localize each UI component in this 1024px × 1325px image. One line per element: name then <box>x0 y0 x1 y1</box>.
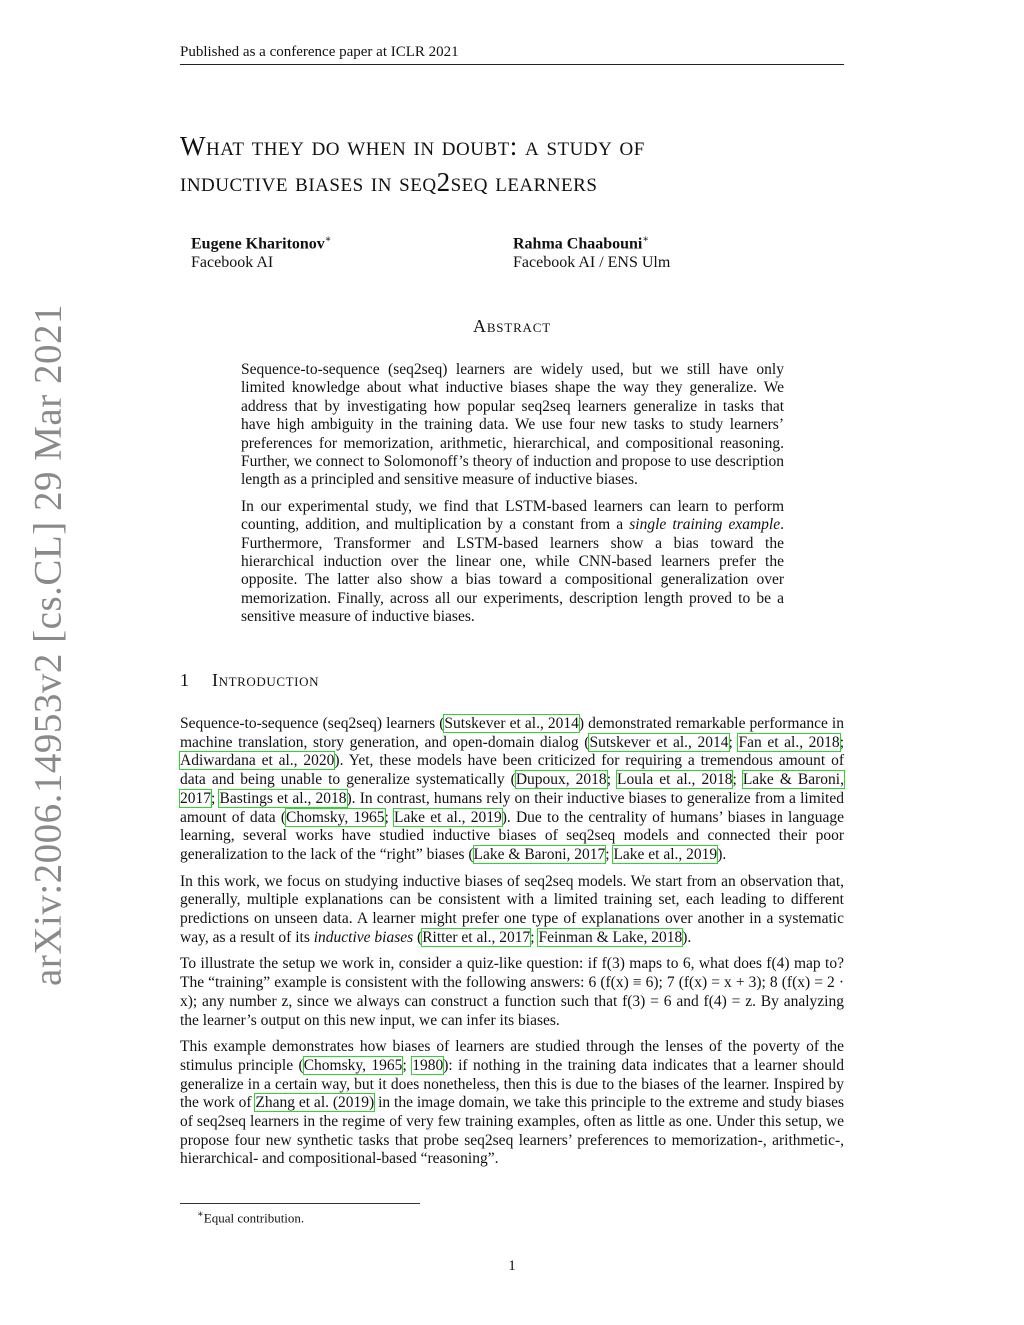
citation-link[interactable]: Ritter et al., 2017 <box>422 928 531 946</box>
equal-contribution-mark: ∗ <box>324 234 332 245</box>
section-title: Introduction <box>212 670 320 690</box>
running-header: Published as a conference paper at ICLR 2021 <box>180 44 844 65</box>
author-affiliation: Facebook AI / ENS Ulm <box>513 254 671 272</box>
citation-link[interactable]: Lake et al., 2019 <box>394 808 502 826</box>
citation-link[interactable]: Bastings et al., 2018 <box>219 789 347 807</box>
footnote-mark: ∗ <box>197 1209 204 1220</box>
author-affiliation: Facebook AI <box>191 254 274 272</box>
citation-link[interactable]: Chomsky, 1965 <box>303 1056 403 1074</box>
introduction-body <box>180 715 844 1177</box>
intro-paragraph-3: To illustrate the setup we work in, consider a quiz-like question: if f(3) maps to 6, what does f(4) map to? The “training” example is consistent with the following answers: 6 (f(x) ≡ 6); 7 (f(x) = x + 3); 8 (f(x) = 2 · x); any number z, since we always can construct a function such that f(3) = 6 and f(4) = z. By analyzing the learner’s output on this new input, we can infer its biases. <box>180 955 844 1029</box>
abstract-text: In our experimental study, we find that LSTM-based learners can learn to perform counting, addition, and multiplication by a constant from a <box>241 497 784 534</box>
abstract-body <box>241 361 784 635</box>
citation-link[interactable]: Feinman & Lake, 2018 <box>538 928 683 946</box>
footnote-text: Equal contribution. <box>203 1210 305 1226</box>
author-block-2 <box>513 230 670 272</box>
footnote <box>197 1209 304 1226</box>
title-line-1: What they do when in doubt: a study of <box>180 131 645 161</box>
section-number: 1 <box>180 670 190 690</box>
author-name: Rahma Chaabouni <box>513 235 643 253</box>
intro-paragraph-1: Sequence-to-sequence (seq2seq) learners (Sutskever et al., 2014) demonstrated remarkable performance in machine translation, story generation, and open-domain dialog (Sutskever et al., 2014; Fan et al., 2018; Adiwardana et al., 2020). Yet, these models have been criticized for requiring a tremendous amount of data and being unable to generalize systematically (Dupoux, 2018; Loula et al., 2018; Lake & Baroni, 2017; Bastings et al., 2018). In contrast, humans rely on their inductive biases to generalize from a limited amount of data (Chomsky, 1965; Lake et al., 2019). Due to the centrality of humans’ biases in language learning, several works have studied inductive biases of seq2seq models and connected their poor generalization to the lack of the “right” biases (Lake & Baroni, 2017; Lake et al., 2019). <box>180 715 844 863</box>
citation-link[interactable]: 1980 <box>412 1056 444 1074</box>
title-line-2: inductive biases in seq2seq learners <box>180 167 598 197</box>
citation-link[interactable]: Dupoux, 2018 <box>515 771 607 789</box>
citation-link[interactable]: Sutskever et al., 2014 <box>444 715 579 732</box>
citation-link[interactable]: Zhang et al. (2019) <box>255 1094 375 1112</box>
citation-link[interactable]: Loula et al., 2018 <box>617 771 733 789</box>
author-name: Eugene Kharitonov <box>191 235 325 253</box>
citation-link[interactable]: Sutskever et al., 2014 <box>589 733 729 751</box>
abstract-paragraph-1: Sequence-to-sequence (seq2seq) learners are widely used, but we still have only limited knowledge about what inductive biases shape the way they generalize. We address that by investigating how popular seq2seq learners generalize in tasks that have high ambiguity in the training data. We use four new tasks to study learners’ preferences for memorization, arithmetic, hierarchical, and compositional reasoning. Further, we connect to Solomonoff’s theory of induction and propose to use description length as a principled and sensitive measure of inductive biases. <box>241 361 784 489</box>
abstract-paragraph-2 <box>241 498 784 627</box>
abstract-text: . Furthermore, Transformer and LSTM-based learners show a bias toward the hierarchical induction over the linear one, while CNN-based learners prefer the opposite. The latter also show a bias toward a compositional generalization over memorization. Finally, across all our experiments, description length proved to be a sensitive measure of inductive biases. <box>241 516 784 626</box>
citation-link[interactable]: Lake & Baroni, 2017 <box>180 771 844 807</box>
abstract-emphasis: single training example <box>629 516 781 534</box>
citation-link[interactable]: Lake & Baroni, 2017 <box>473 845 606 863</box>
citation-link[interactable]: Lake et al., 2019 <box>613 845 718 863</box>
emphasis: inductive biases <box>313 928 414 946</box>
intro-paragraph-4: This example demonstrates how biases of learners are studied through the lenses of the poverty of the stimulus principle (Chomsky, 1965; 1980): if nothing in the training data indicates that a learner should generalize in a certain way, but it does nonetheless, then this is due to the biases of the learner. Inspired by the work of Zhang et al. (2019) in the image domain, we take this principle to the extreme and study biases of seq2seq learners in the regime of very few training examples, often as little as one. Under this setup, we propose four new synthetic tasks that probe seq2seq learners’ preferences to memorization-, arithmetic-, hierarchical- and compositional-based “reasoning”. <box>180 1038 845 1168</box>
author-block-1 <box>191 230 332 272</box>
citation-link[interactable]: Fan et al., 2018 <box>738 733 840 751</box>
section-heading-introduction <box>180 670 319 691</box>
paper-title <box>180 128 844 200</box>
intro-paragraph-2: In this work, we focus on studying inductive biases of seq2seq models. We start from an observation that, generally, multiple explanations can be consistent with a limited training set, each leading to different predictions on unseen data. A learner might prefer one type of explanations over another in a systematic way, as a result of its inductive biases (Ritter et al., 2017; Feinman & Lake, 2018). <box>180 872 844 946</box>
arxiv-identifier-stamp: arXiv:2006.14953v2 [cs.CL] 29 Mar 2021 <box>26 304 70 986</box>
equal-contribution-mark: ∗ <box>642 234 650 245</box>
footnote-divider <box>180 1203 420 1204</box>
citation-link[interactable]: Adiwardana et al., 2020 <box>180 752 335 770</box>
citation-link[interactable]: Chomsky, 1965 <box>286 808 385 826</box>
abstract-heading: Abstract <box>473 316 551 336</box>
page-number: 1 <box>508 1258 516 1274</box>
